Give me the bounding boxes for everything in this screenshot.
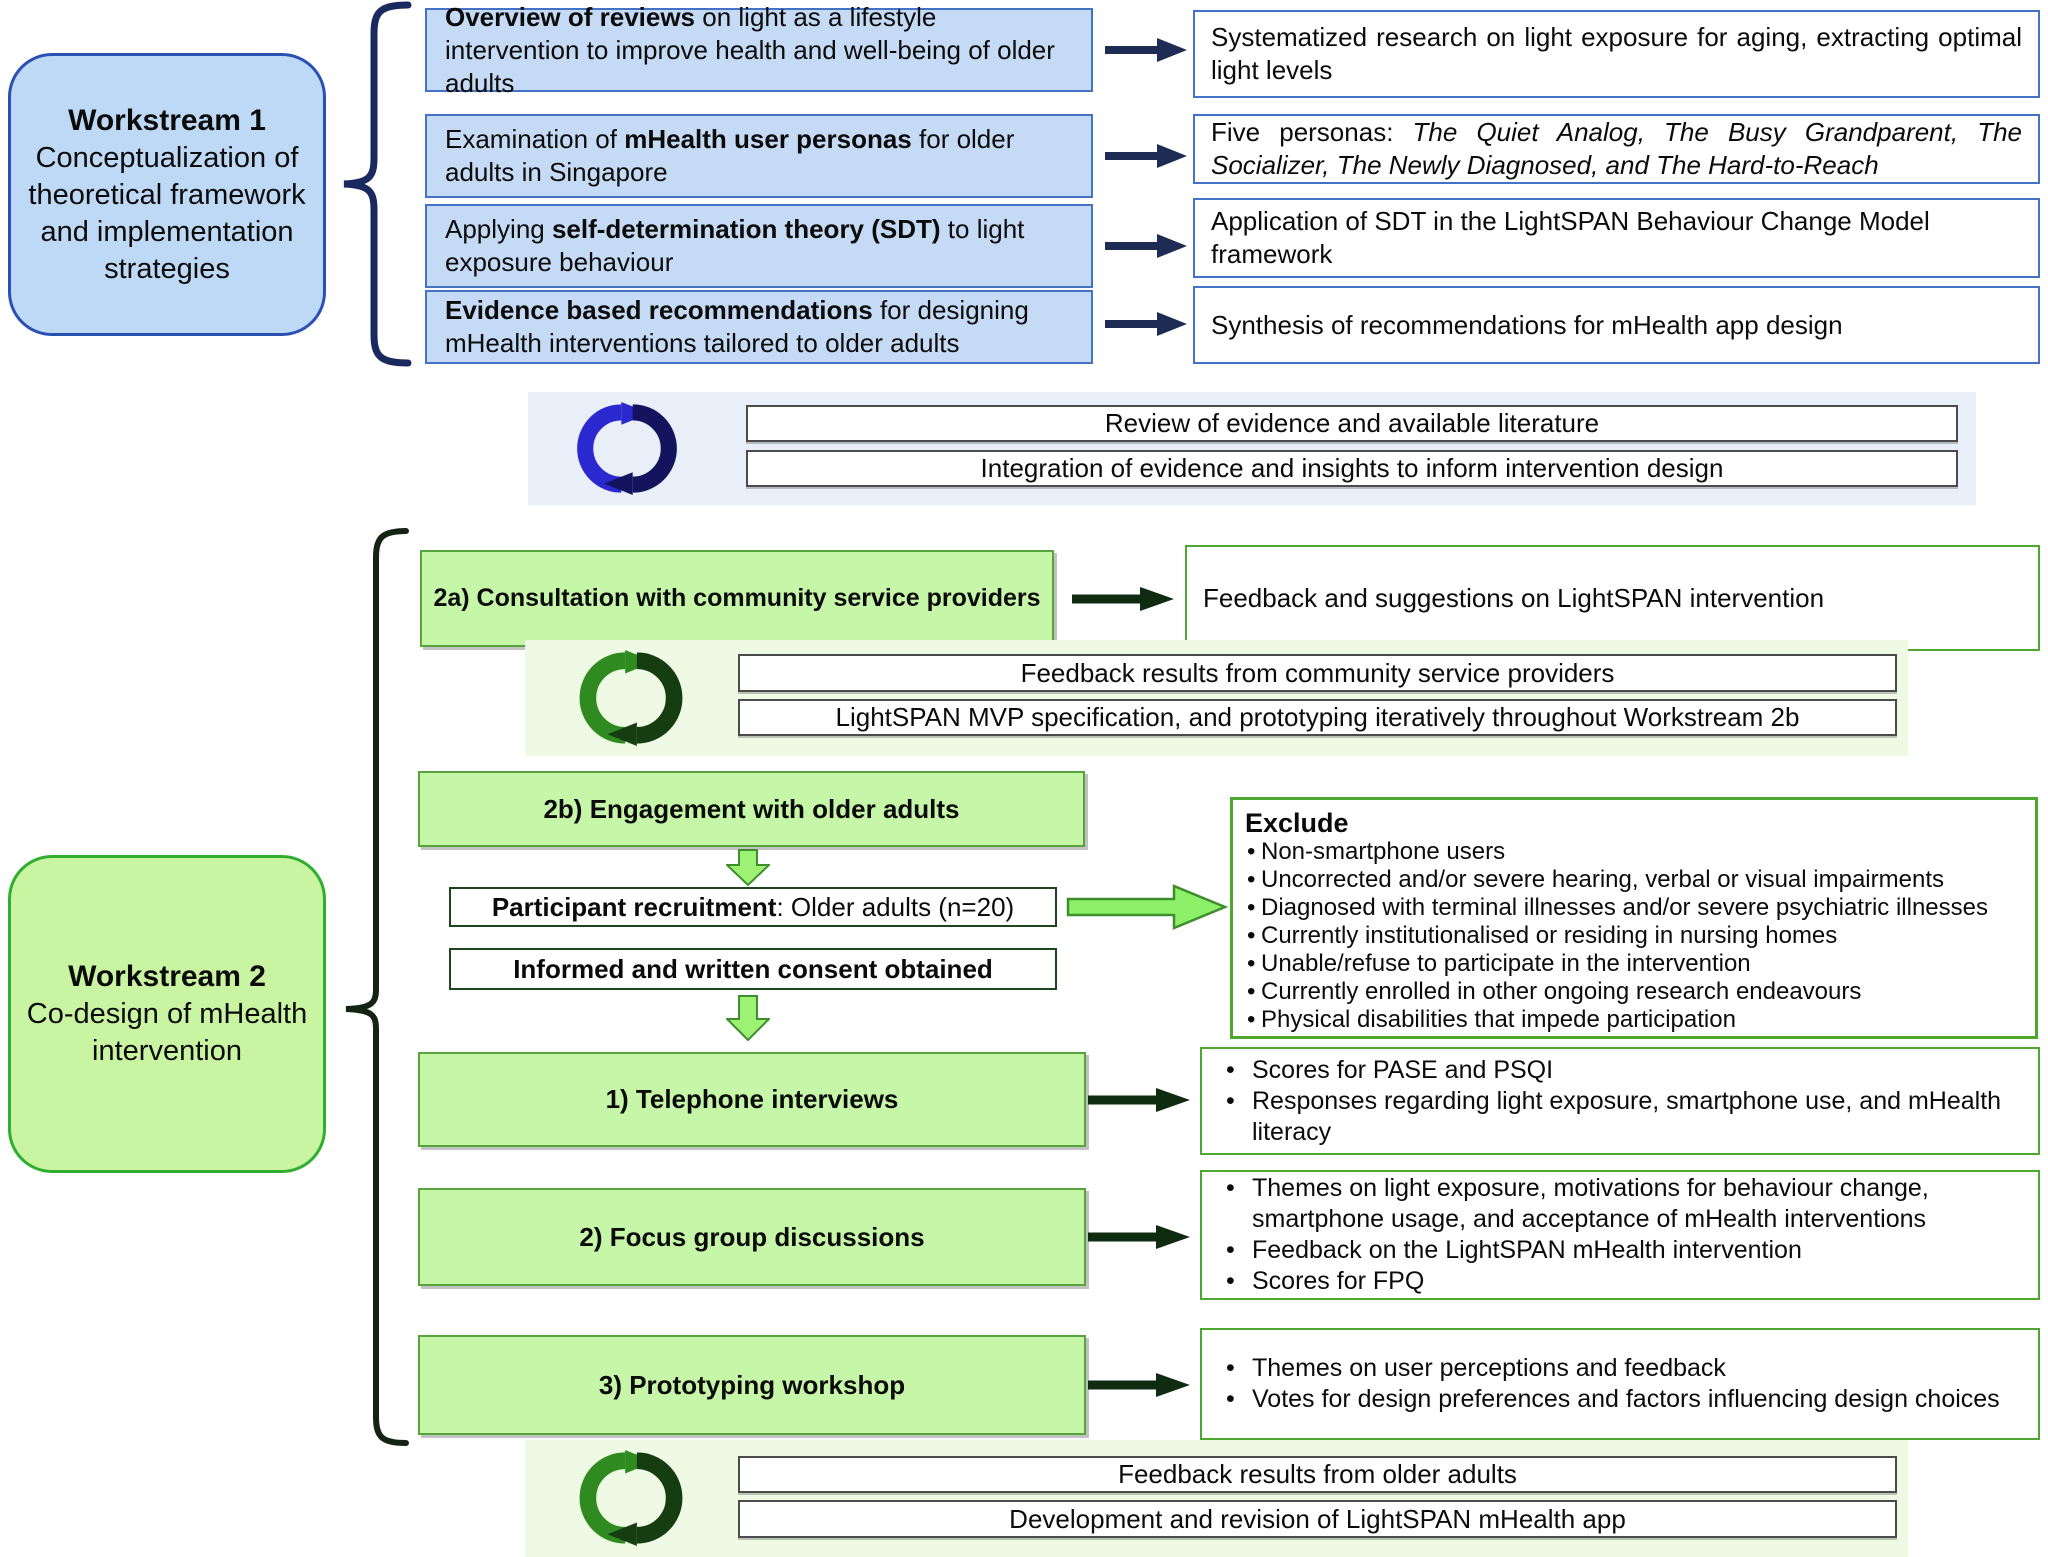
step-2-label: 2) Focus group discussions bbox=[579, 1221, 925, 1252]
step-1-box bbox=[418, 1052, 1086, 1147]
exclude-title: Exclude bbox=[1245, 808, 1349, 838]
ws1-activity-4-bold: Evidence based recommendations bbox=[445, 295, 873, 325]
result-bullet: • Feedback on the LightSPAN mHealth intervention bbox=[1216, 1235, 2024, 1266]
ws1-result-box-2 bbox=[1193, 114, 2040, 184]
ws1-result-1-text: Systematized research on light exposure for aging, extracting optimal light levels bbox=[1211, 22, 2022, 85]
ws1-cycle-line-2: Integration of evidence and insights to inform intervention design bbox=[746, 450, 1958, 487]
result-bullet: • Themes on light exposure, motivations for behaviour change, smartphone usage, and acceptance of mHealth interventions bbox=[1216, 1173, 2024, 1235]
right-arrow-icon bbox=[1103, 143, 1187, 169]
step-1-label: 1) Telephone interviews bbox=[605, 1084, 899, 1114]
exclude-item: • Currently institutionalised or residing in nursing homes bbox=[1245, 922, 2025, 950]
ws2-cycle1-line-1: Feedback results from community service providers bbox=[738, 654, 1897, 692]
step-3-result-box bbox=[1200, 1328, 2040, 1440]
consent-box: Informed and written consent obtained bbox=[449, 948, 1057, 990]
step-2a-result-box bbox=[1185, 545, 2040, 651]
ws1-activity-2-post: for older adults in Singapore bbox=[445, 124, 1015, 187]
right-arrow-icon bbox=[1103, 311, 1187, 337]
cycle-icon bbox=[552, 401, 702, 496]
exclude-item: • Uncorrected and/or severe hearing, verbal or visual impairments bbox=[1245, 866, 2025, 894]
exclude-item: • Physical disabilities that impede participation bbox=[1245, 1006, 2025, 1034]
step-2-result-box bbox=[1200, 1170, 2040, 1300]
step-2b-label: 2b) Engagement with older adults bbox=[543, 793, 960, 824]
recruitment-box bbox=[449, 887, 1057, 927]
ws1-activity-2-pre: Examination of bbox=[445, 124, 625, 154]
ws1-result-3-text: Application of SDT in the LightSPAN Behaviour Change Model framework bbox=[1211, 206, 1930, 269]
ws1-activity-3-bold: self-determination theory (SDT) bbox=[551, 214, 941, 244]
ws1-result-2-personas: The Quiet Analog, The Busy Grandparent, The Socializer, The Newly Diagnosed, and The Hard-to-Reach bbox=[1211, 117, 2022, 180]
down-arrow-icon bbox=[726, 995, 770, 1041]
ws1-result-4-text: Synthesis of recommendations for mHealth app design bbox=[1211, 309, 1843, 340]
ws1-activity-box-2 bbox=[425, 114, 1093, 198]
exclude-criteria-box bbox=[1230, 797, 2038, 1039]
ws1-result-box-1 bbox=[1193, 10, 2040, 98]
cycle-icon bbox=[558, 1449, 704, 1547]
ws1-activity-1-bold: Overview of reviews bbox=[445, 1, 696, 32]
ws2-cycle-panel-2 bbox=[525, 1440, 1908, 1557]
ws1-activity-3-pre: Applying bbox=[445, 214, 552, 244]
result-bullet: • Responses regarding light exposure, smartphone use, and mHealth literacy bbox=[1216, 1086, 2024, 1148]
recruitment-rest: : Older adults (n=20) bbox=[776, 891, 1015, 922]
right-arrow-icon bbox=[1086, 1223, 1190, 1251]
step-2-box bbox=[418, 1188, 1086, 1286]
right-arrow-icon bbox=[1086, 1086, 1190, 1114]
workstream1-subtitle: Conceptualization of theoretical framework and implementation strategies bbox=[28, 141, 306, 285]
step-2b-box bbox=[418, 771, 1085, 847]
ws1-activity-box-4 bbox=[425, 290, 1093, 364]
workstream1-label-box bbox=[8, 53, 326, 336]
step-2a-label: 2a) Consultation with community service providers bbox=[433, 584, 1041, 612]
ws1-result-box-3 bbox=[1193, 198, 2040, 278]
workstream1-title: Workstream 1 bbox=[68, 103, 266, 137]
exclude-item: • Non-smartphone users bbox=[1245, 838, 2025, 866]
result-bullet: • Scores for FPQ bbox=[1216, 1266, 2024, 1297]
step-3-box bbox=[418, 1335, 1086, 1435]
ws2-cycle2-line-1: Feedback results from older adults bbox=[738, 1456, 1897, 1493]
ws1-cycle-line-1: Review of evidence and available literature bbox=[746, 405, 1958, 442]
ws1-activity-box-3 bbox=[425, 204, 1093, 288]
ws2-cycle2-line-2: Development and revision of LightSPAN mHealth app bbox=[738, 1500, 1897, 1538]
workstream1-brace bbox=[336, 0, 414, 368]
exclude-item: • Currently enrolled in other ongoing research endeavours bbox=[1245, 978, 2025, 1006]
block-right-arrow-icon bbox=[1066, 883, 1228, 931]
workstream2-subtitle: Co-design of mHealth intervention bbox=[26, 998, 308, 1067]
exclude-item: • Unable/refuse to participate in the intervention bbox=[1245, 950, 2025, 978]
ws1-activity-1-post: on light as a lifestyle intervention to improve health and well-being of older adults bbox=[445, 1, 1055, 98]
ws1-activity-box-1 bbox=[425, 1, 1093, 98]
ws1-activity-2-bold: mHealth user personas bbox=[624, 124, 912, 154]
step-2a-result-text: Feedback and suggestions on LightSPAN intervention bbox=[1203, 582, 1825, 613]
ws1-activity-4-post: for designing mHealth interventions tailored to older adults bbox=[445, 295, 1029, 358]
ws1-activity-3-post: to light exposure behaviour bbox=[445, 214, 1025, 277]
ws2-cycle1-line-2: LightSPAN MVP specification, and prototyping iteratively throughout Workstream 2b bbox=[738, 699, 1897, 736]
result-bullet: • Scores for PASE and PSQI bbox=[1216, 1055, 2024, 1086]
exclude-item: • Diagnosed with terminal illnesses and/or severe psychiatric illnesses bbox=[1245, 894, 2025, 922]
ws1-result-box-4 bbox=[1193, 286, 2040, 364]
workstream2-label-box bbox=[8, 855, 326, 1173]
right-arrow-icon bbox=[1103, 37, 1187, 63]
step-1-result-box bbox=[1200, 1047, 2040, 1155]
right-arrow-icon bbox=[1103, 233, 1187, 259]
workstream2-brace bbox=[340, 527, 414, 1447]
step-2a-box bbox=[420, 550, 1054, 647]
result-bullet: • Themes on user perceptions and feedback bbox=[1216, 1353, 2024, 1384]
result-bullet: • Votes for design preferences and factors influencing design choices bbox=[1216, 1384, 2024, 1415]
recruitment-bold: Participant recruitment bbox=[491, 891, 777, 922]
right-arrow-icon bbox=[1086, 1371, 1190, 1399]
down-arrow-icon bbox=[726, 849, 770, 886]
right-arrow-icon bbox=[1070, 585, 1174, 613]
ws2-cycle-panel-1 bbox=[525, 640, 1908, 756]
workstream2-title: Workstream 2 bbox=[68, 960, 266, 993]
step-3-label: 3) Prototyping workshop bbox=[598, 1369, 906, 1400]
exclude-list bbox=[1245, 838, 2025, 1034]
ws1-cycle-panel bbox=[528, 392, 1976, 505]
ws1-result-2-pre: Five personas: bbox=[1211, 117, 1413, 147]
cycle-icon bbox=[558, 649, 704, 747]
